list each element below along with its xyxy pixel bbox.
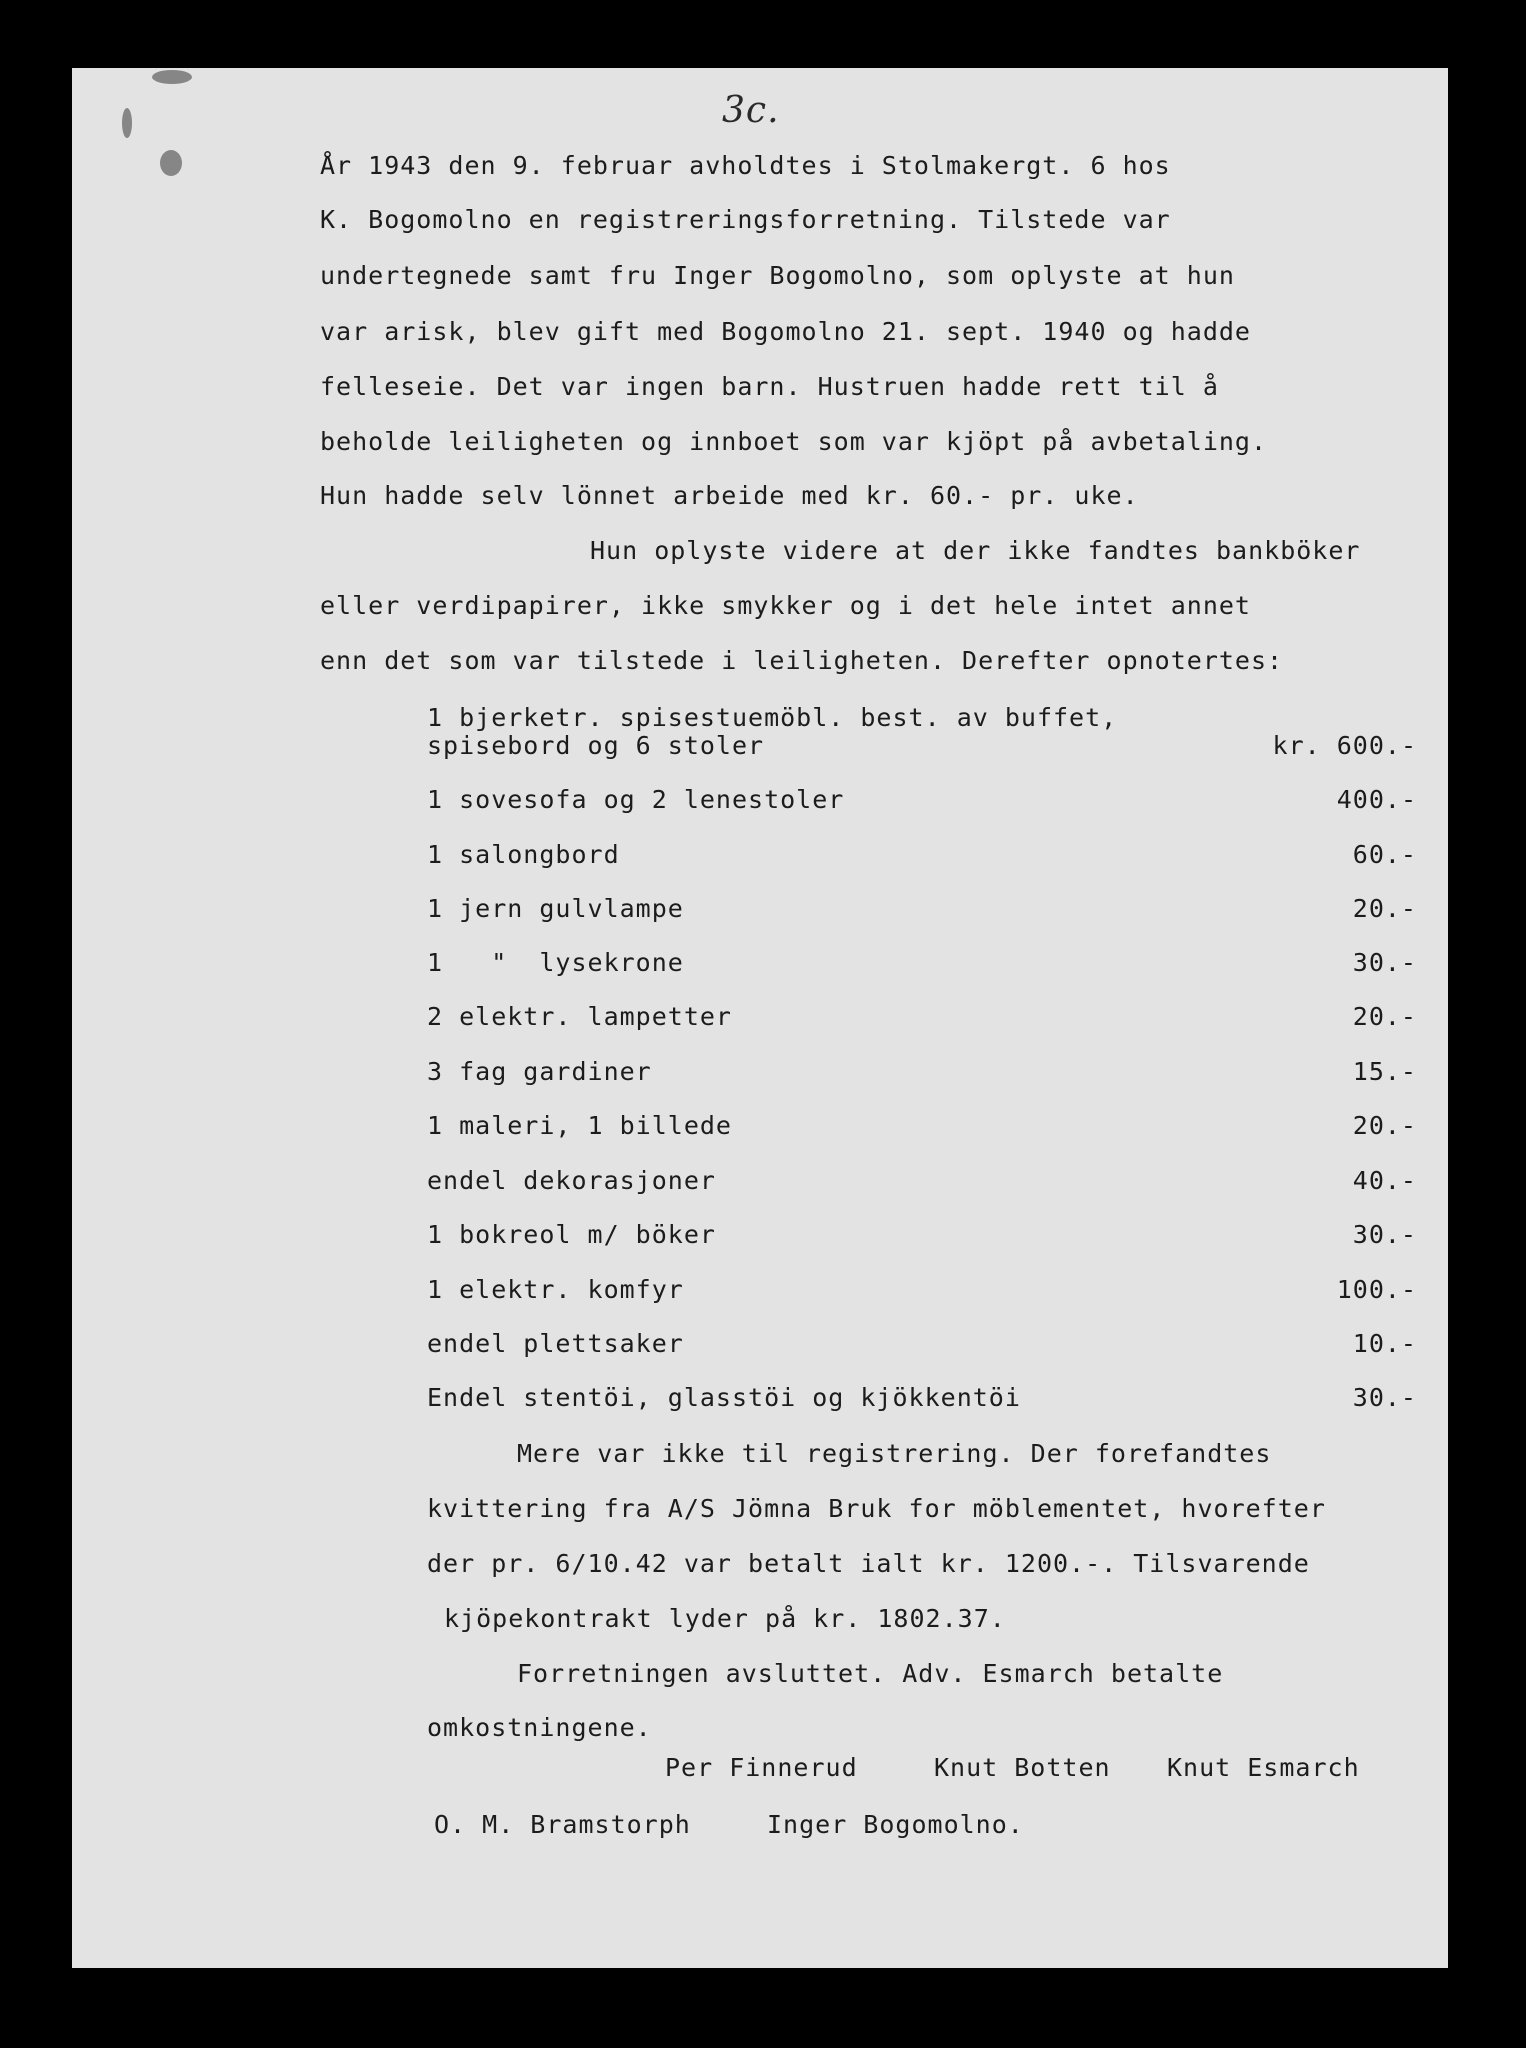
inventory-price: 20.- <box>1352 1111 1417 1140</box>
inventory-price: 40.- <box>1352 1166 1417 1195</box>
paragraph-1-line-4: var arisk, blev gift med Bogomolno 21. sept. 1940 og hadde <box>320 317 1251 346</box>
inventory-row <box>427 1329 1417 1359</box>
paragraph-1-line-7: Hun hadde selv lönnet arbeide med kr. 60.- pr. uke. <box>320 481 1139 510</box>
inventory-row <box>427 894 1417 924</box>
paragraph-2-line-3: enn det som var tilstede i leiligheten. Derefter opnotertes: <box>320 646 1284 675</box>
inventory-row <box>427 1057 1417 1087</box>
inventory-price: 400.- <box>1336 785 1417 814</box>
edge-smudge-2 <box>122 108 132 138</box>
inventory-row <box>427 1111 1417 1141</box>
paragraph-2-line-1: Hun oplyste videre at der ikke fandtes bankböker <box>590 536 1361 565</box>
inventory-row <box>427 840 1417 870</box>
inventory-row <box>427 785 1417 815</box>
inventory-desc: 1 salongbord <box>427 840 620 869</box>
paragraph-4-line-1: Forretningen avsluttet. Adv. Esmarch betalte <box>517 1659 1224 1688</box>
inventory-price: 60.- <box>1352 840 1417 869</box>
page-number-mark: 3c. <box>722 90 780 131</box>
paragraph-1-line-2: K. Bogomolno en registreringsforretning. Tilstede var <box>320 205 1171 234</box>
signature-inger-bogomolno: Inger Bogomolno. <box>767 1810 1024 1839</box>
inventory-desc: 1 jern gulvlampe <box>427 894 684 923</box>
inventory-item-1-line-2: spisebord og 6 stoler <box>427 731 765 760</box>
inventory-desc: endel plettsaker <box>427 1329 684 1358</box>
inventory-row <box>427 1002 1417 1032</box>
inventory-price: 20.- <box>1352 894 1417 923</box>
inventory-price: 30.- <box>1352 948 1417 977</box>
inventory-price: 30.- <box>1352 1383 1417 1412</box>
inventory-desc: 3 fag gardiner <box>427 1057 652 1086</box>
inventory-desc: 1 bokreol m/ böker <box>427 1220 716 1249</box>
inventory-item-1-line-1: 1 bjerketr. spisestuemöbl. best. av buffet, <box>427 703 1118 732</box>
signature-knut-botten: Knut Botten <box>934 1753 1111 1782</box>
inventory-price: 10.- <box>1352 1329 1417 1358</box>
paragraph-1-line-3: undertegnede samt fru Inger Bogomolno, som oplyste at hun <box>320 261 1235 290</box>
paragraph-3-line-3: der pr. 6/10.42 var betalt ialt kr. 1200.-. Tilsvarende <box>427 1549 1310 1578</box>
inventory-desc: 1 sovesofa og 2 lenestoler <box>427 785 845 814</box>
inventory-price: 100.- <box>1336 1275 1417 1304</box>
paragraph-2-line-2: eller verdipapirer, ikke smykker og i det hele intet annet <box>320 591 1251 620</box>
signature-per-finnerud: Per Finnerud <box>665 1753 858 1782</box>
inventory-row <box>427 1166 1417 1196</box>
paragraph-3-line-2: kvittering fra A/S Jömna Bruk for möblementet, hvorefter <box>427 1494 1326 1523</box>
edge-smudge-3 <box>160 150 182 176</box>
paragraph-1-line-1: År 1943 den 9. februar avholdtes i Stolmakergt. 6 hos <box>320 151 1171 180</box>
inventory-row <box>427 948 1417 978</box>
inventory-row <box>427 1275 1417 1305</box>
inventory-desc: 1 elektr. komfyr <box>427 1275 684 1304</box>
inventory-desc: 1 maleri, 1 billede <box>427 1111 732 1140</box>
signature-knut-esmarch: Knut Esmarch <box>1167 1753 1360 1782</box>
paragraph-4-line-2: omkostningene. <box>427 1713 652 1742</box>
signature-o-m-bramstorph: O. M. Bramstorph <box>434 1810 691 1839</box>
paragraph-1-line-5: felleseie. Det var ingen barn. Hustruen hadde rett til å <box>320 372 1219 401</box>
paragraph-3-line-4: kjöpekontrakt lyder på kr. 1802.37. <box>444 1604 1006 1633</box>
inventory-price: 30.- <box>1352 1220 1417 1249</box>
paragraph-1-line-6: beholde leiligheten og innboet som var kjöpt på avbetaling. <box>320 427 1268 456</box>
inventory-desc: Endel stentöi, glasstöi og kjökkentöi <box>427 1383 1021 1412</box>
edge-smudge-1 <box>152 70 192 84</box>
inventory-row <box>427 1383 1417 1413</box>
inventory-item-1-price: kr. 600.- <box>1272 731 1417 760</box>
document-page <box>72 68 1448 1968</box>
inventory-row <box>427 1220 1417 1250</box>
inventory-desc: 1 " lysekrone <box>427 948 684 977</box>
inventory-item-1 <box>427 731 1417 761</box>
inventory-price: 15.- <box>1352 1057 1417 1086</box>
inventory-desc: 2 elektr. lampetter <box>427 1002 732 1031</box>
inventory-desc: endel dekorasjoner <box>427 1166 716 1195</box>
paragraph-3-line-1: Mere var ikke til registrering. Der forefandtes <box>517 1439 1272 1468</box>
inventory-price: 20.- <box>1352 1002 1417 1031</box>
